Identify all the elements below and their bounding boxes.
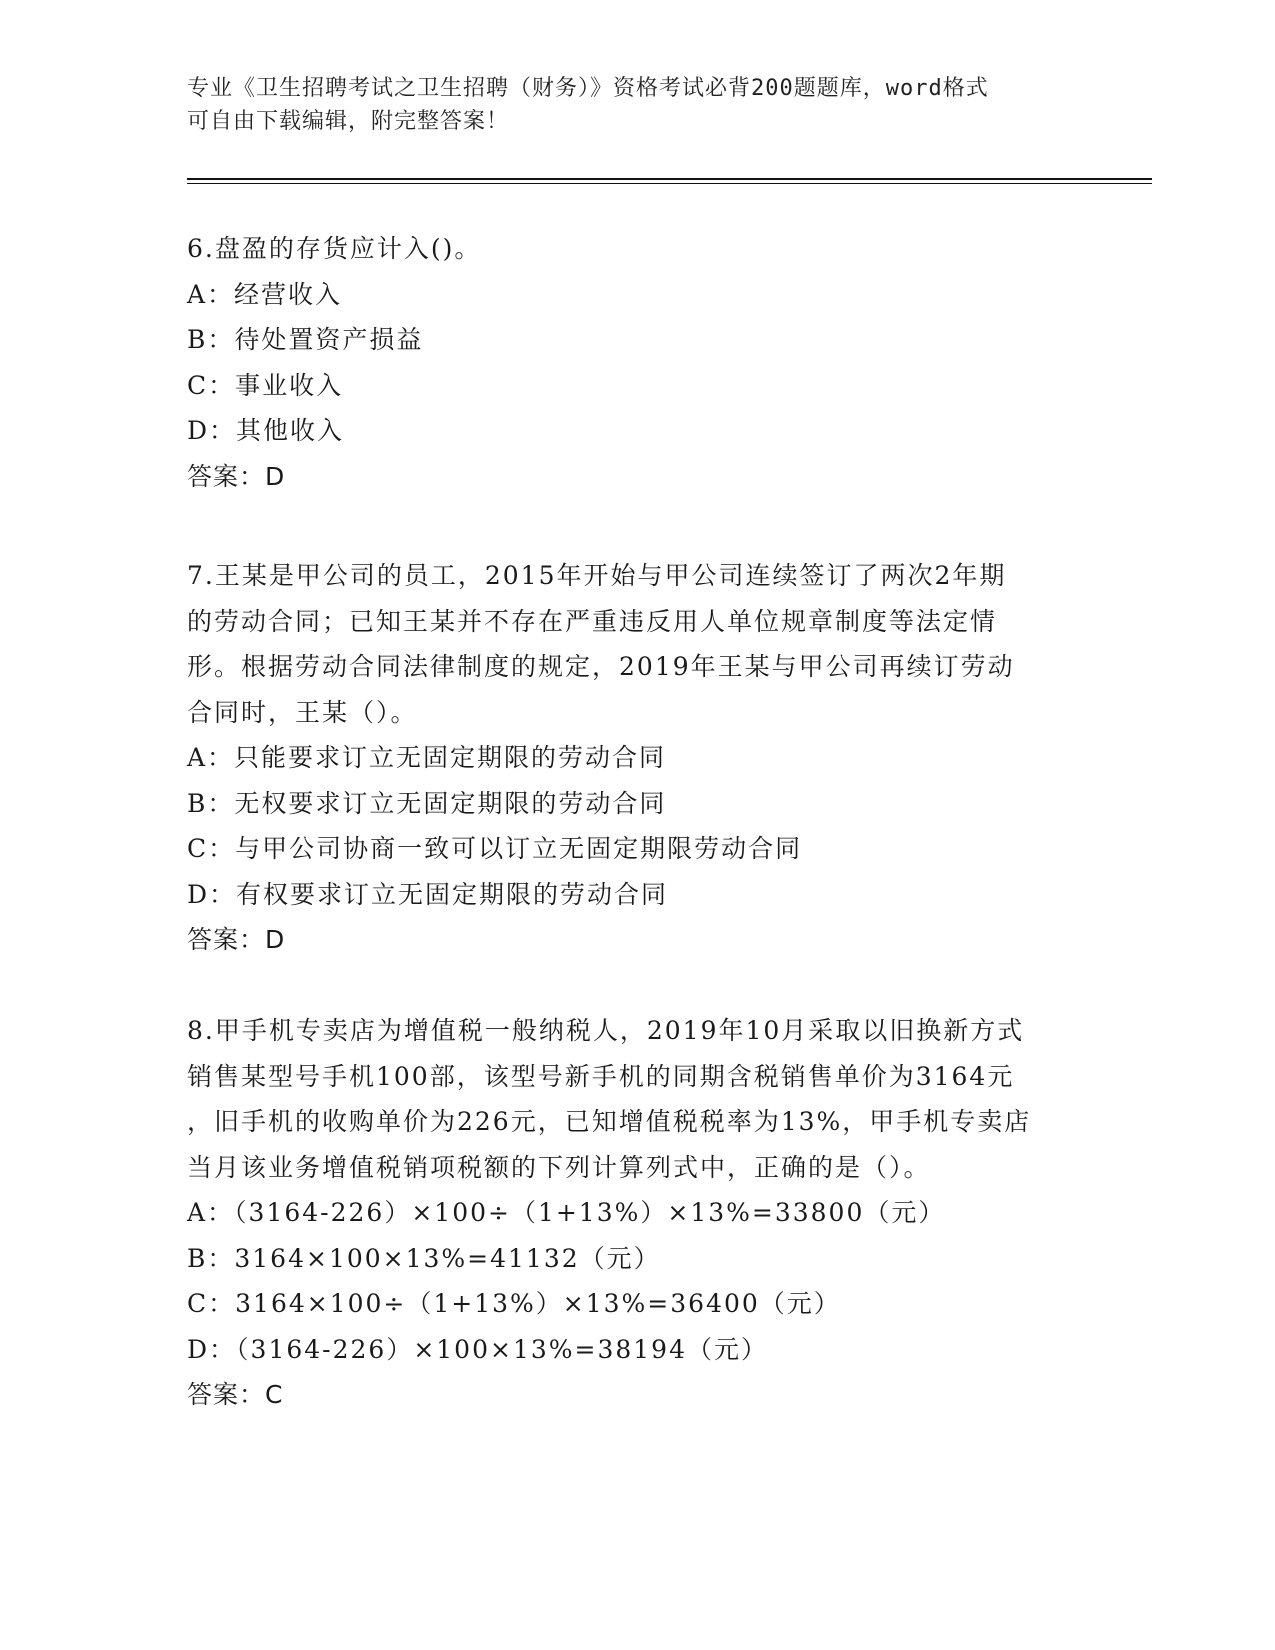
question-stem-line-2: 销售某型号手机100部，该型号新手机的同期含税销售单价为3164元 <box>187 1061 1015 1091</box>
option-a: A：（3164-226）×100÷（1+13%）×13%=33800（元） <box>187 1198 946 1227</box>
option-b: B：3164×100×13%=41132（元） <box>187 1243 661 1273</box>
option-b: B：待处置资产损益 <box>187 325 424 354</box>
question-stem-line-3: 形。根据劳动合同法律制度的规定，2019年王某与甲公司再续订劳动 <box>187 652 1015 681</box>
question-stem-line-1: 7.王某是甲公司的员工，2015年开始与甲公司连续签订了两次2年期 <box>187 561 1007 590</box>
question-6 <box>187 226 1087 499</box>
header-divider-thick <box>187 178 1152 180</box>
answer: 答案：C <box>187 1380 284 1409</box>
question-7 <box>187 553 1087 963</box>
option-c: C：3164×100÷（1+13%）×13%=36400（元） <box>187 1289 841 1318</box>
question-stem: 6.盘盈的存货应计入()。 <box>187 234 482 263</box>
header-divider-thin <box>187 183 1152 184</box>
option-c: C：事业收入 <box>187 370 344 400</box>
question-8 <box>187 1008 1087 1418</box>
answer: 答案：D <box>187 925 286 954</box>
answer: 答案：D <box>187 461 286 491</box>
option-b: B：无权要求订立无固定期限的劳动合同 <box>187 788 667 818</box>
option-d: D：有权要求订立无固定期限的劳动合同 <box>187 879 669 909</box>
option-a: A：经营收入 <box>187 279 343 309</box>
question-stem-line-4: 合同时，王某（）。 <box>187 697 418 727</box>
option-d: D：其他收入 <box>187 416 345 445</box>
header-line-1: 专业《卫生招聘考试之卫生招聘（财务）》资格考试必背200题题库，word格式 <box>187 76 989 101</box>
header-line-2: 可自由下载编辑，附完整答案！ <box>187 109 510 134</box>
option-d: D：（3164-226）×100×13%=38194（元） <box>187 1334 768 1364</box>
option-a: A：只能要求订立无固定期限的劳动合同 <box>187 743 667 772</box>
document-header <box>187 72 1087 138</box>
question-stem-line-3: ，旧手机的收购单价为226元，已知增值税税率为13%，甲手机专卖店 <box>187 1107 1032 1136</box>
question-stem-line-2: 的劳动合同；已知王某并不存在严重违反用人单位规章制度等法定情 <box>187 606 998 636</box>
option-c: C：与甲公司协商一致可以订立无固定期限劳动合同 <box>187 834 803 863</box>
question-stem-line-4: 当月该业务增值税销项税额的下列计算列式中，正确的是（）。 <box>187 1152 931 1182</box>
question-stem-line-1: 8.甲手机专卖店为增值税一般纳税人，2019年10月采取以旧换新方式 <box>187 1016 1025 1045</box>
